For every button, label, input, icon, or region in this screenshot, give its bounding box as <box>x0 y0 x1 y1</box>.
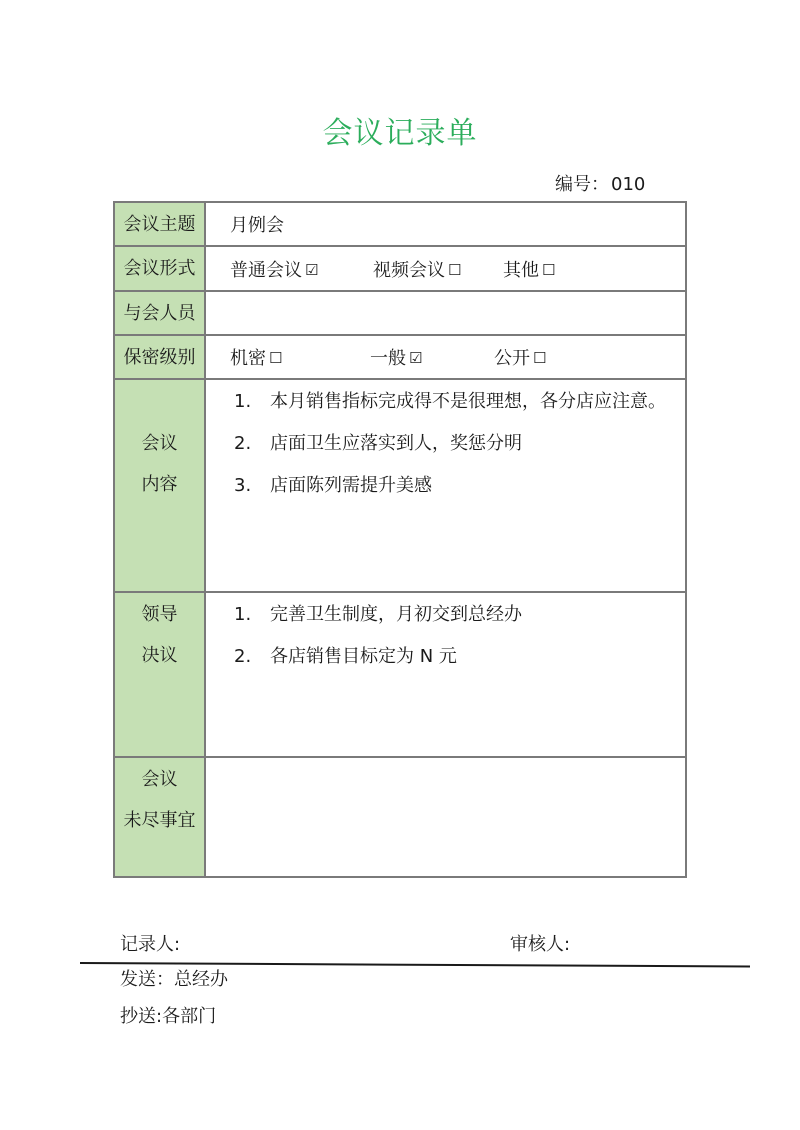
checkbox-empty-icon[interactable]: ☐ <box>448 260 462 279</box>
row-attendees <box>114 291 686 335</box>
label-line: 决议 <box>141 645 178 666</box>
item-text: 本月销售指标完成得不是很理想，各分店应注意。 <box>270 391 666 412</box>
label-line: 会议 <box>141 433 178 454</box>
secrecy-option-general[interactable] <box>370 344 494 370</box>
label-topic: 会议主题 <box>114 202 205 246</box>
option-text: 其他 <box>503 259 539 281</box>
list-item <box>230 636 685 678</box>
format-option-regular[interactable] <box>230 256 373 282</box>
send-to: 发送：总经办 <box>120 969 228 990</box>
list-item <box>230 594 685 636</box>
item-number: 1. <box>234 391 252 412</box>
secrecy-option-confidential[interactable] <box>230 344 370 370</box>
value-topic[interactable]: 月例会 <box>205 202 686 246</box>
serial-label: 编号： <box>555 174 609 195</box>
value-secrecy <box>205 335 686 379</box>
recorder-label: 记录人: <box>120 934 181 955</box>
secrecy-option-public[interactable] <box>494 344 546 370</box>
option-text: 一般 <box>370 348 406 369</box>
row-format <box>114 246 686 291</box>
label-line: 未尽事宜 <box>123 810 196 831</box>
value-content[interactable] <box>205 379 686 592</box>
list-item <box>230 465 685 507</box>
list-item <box>230 381 685 423</box>
label-line: 会议 <box>141 769 178 790</box>
cc-to: 抄送:各部门 <box>120 1006 217 1027</box>
label-line: 内容 <box>141 474 178 495</box>
item-number: 2. <box>234 646 252 667</box>
value-format <box>205 246 686 291</box>
option-text: 普通会议 <box>230 259 302 281</box>
label-line: 领导 <box>141 604 178 625</box>
label-format: 会议形式 <box>114 246 205 291</box>
label-attendees: 与会人员 <box>114 291 205 335</box>
option-text: 视频会议 <box>373 259 445 281</box>
checkbox-checked-icon[interactable]: ☑ <box>409 349 423 367</box>
item-text: 完善卫生制度，月初交到总经办 <box>270 604 522 625</box>
label-content <box>114 379 205 592</box>
value-decision[interactable] <box>205 592 686 757</box>
checkbox-empty-icon[interactable]: ☐ <box>542 260 556 279</box>
item-number: 3. <box>234 475 252 496</box>
reviewer-label: 审核人: <box>510 934 571 955</box>
checkbox-checked-icon[interactable]: ☑ <box>305 260 319 279</box>
list-item <box>230 423 685 465</box>
checkbox-empty-icon[interactable]: ☐ <box>269 349 283 367</box>
row-topic <box>114 202 686 246</box>
value-pending[interactable] <box>205 757 686 877</box>
row-pending <box>114 757 686 877</box>
value-attendees[interactable] <box>205 291 686 335</box>
item-text: 店面卫生应落实到人，奖惩分明 <box>270 433 522 454</box>
decision-list <box>230 594 685 678</box>
meeting-record-table <box>113 201 687 878</box>
document-title: 会议记录单 <box>322 116 478 151</box>
option-text: 公开 <box>494 348 530 369</box>
item-text: 各店销售目标定为 N 元 <box>270 646 457 667</box>
format-option-other[interactable] <box>503 256 555 282</box>
row-decision <box>114 592 686 757</box>
content-list <box>230 381 685 507</box>
label-decision <box>114 592 205 757</box>
label-pending <box>114 757 205 877</box>
option-text: 机密 <box>230 348 266 369</box>
serial-number <box>553 170 645 196</box>
format-option-video[interactable] <box>373 256 503 282</box>
checkbox-empty-icon[interactable]: ☐ <box>533 349 547 367</box>
row-secrecy <box>114 335 686 379</box>
item-text: 店面陈列需提升美感 <box>270 475 432 496</box>
item-number: 1. <box>234 604 252 625</box>
item-number: 2. <box>234 433 252 454</box>
label-secrecy: 保密级别 <box>114 335 205 379</box>
serial-value: 010 <box>611 174 646 195</box>
row-content <box>114 379 686 592</box>
